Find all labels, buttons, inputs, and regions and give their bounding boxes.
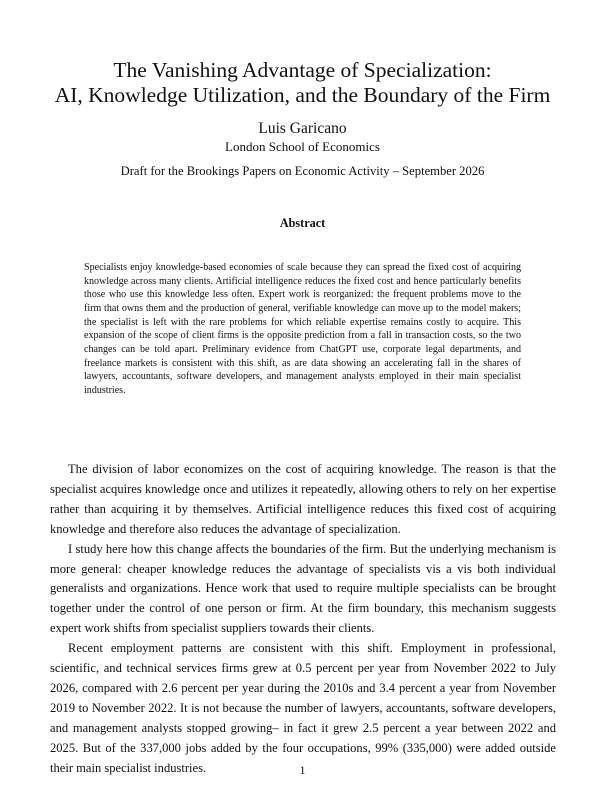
body-paragraph-1: The division of labor economizes on the cost of acquiring knowledge. The reason is that the specialist acquires knowledge once and utilizes it repeatedly, allowing others to rely on her expertise rather than acquiring it by themselves. Artificial intelligence reduces this fixed cost of acquiring knowledge and therefore also reduces the advantage of specialization. [50,462,556,536]
body-paragraph-3: Recent employment patterns are consistent with this shift. Employment in professional, scientific, and technical services firms grew at 0.5 percent per year from November 2022 to July 2026, compared with 2.6 percent per year during the 2010s and 3.4 percent a year from November 2019 to November 2022. It is not because the number of lawyers, accountants, software developers, and management analysts stopped growing– in fact it grew 2.5 percent a year between 2022 and 2025. But of the 337,000 jobs added by the four occupations, 99% (335,000) were added outside their main specialist industries. [50,641,556,775]
body-paragraph-2: I study here how this change affects the boundaries of the firm. But the underlying mechanism is more general: cheaper knowledge reduces the advantage of specialists vis a vis both individual generalists and organizations. Hence work that used to require multiple specialists can be brought together under the control of one person or firm. At the firm boundary, this mechanism suggests expert work shifts from specialist suppliers towards their clients. [50,541,556,636]
author-affiliation: London School of Economics [225,139,380,154]
paper-title [0,58,605,108]
title-line-2: AI, Knowledge Utilization, and the Boundary of the Firm [54,83,551,107]
body-text [50,460,556,779]
draft-note: Draft for the Brookings Papers on Economic Activity – September 2026 [120,164,485,178]
abstract-heading: Abstract [279,216,326,230]
author-name: Luis Garicano [258,120,347,137]
page-number: 1 [299,763,306,777]
title-line-1: The Vanishing Advantage of Specialization: [113,58,492,82]
abstract-text: Specialists enjoy knowledge-based economies of scale because they can spread the fixed cost of acquiring knowledge across many clients. Artificial intelligence reduces the fixed cost and hence particularly benefits those who use this knowledge less often. Expert work is reorganized: the frequent problems move to the firm that owns them and the production of general, verifiable knowledge can move up to the model makers; the specialist is left with the rare problems for which reliable expertise remains costly to acquire. This expansion of the scope of client firms is the opposite prediction from a fall in transaction costs, so the two changes can be told apart. Preliminary evidence from ChatGPT use, corporate legal departments, and freelance markets is consistent with this shift, as are data showing an accelerating fall in the shares of lawyers, accountants, software developers, and management analysts employed in their main specialist industries. [84,262,521,396]
